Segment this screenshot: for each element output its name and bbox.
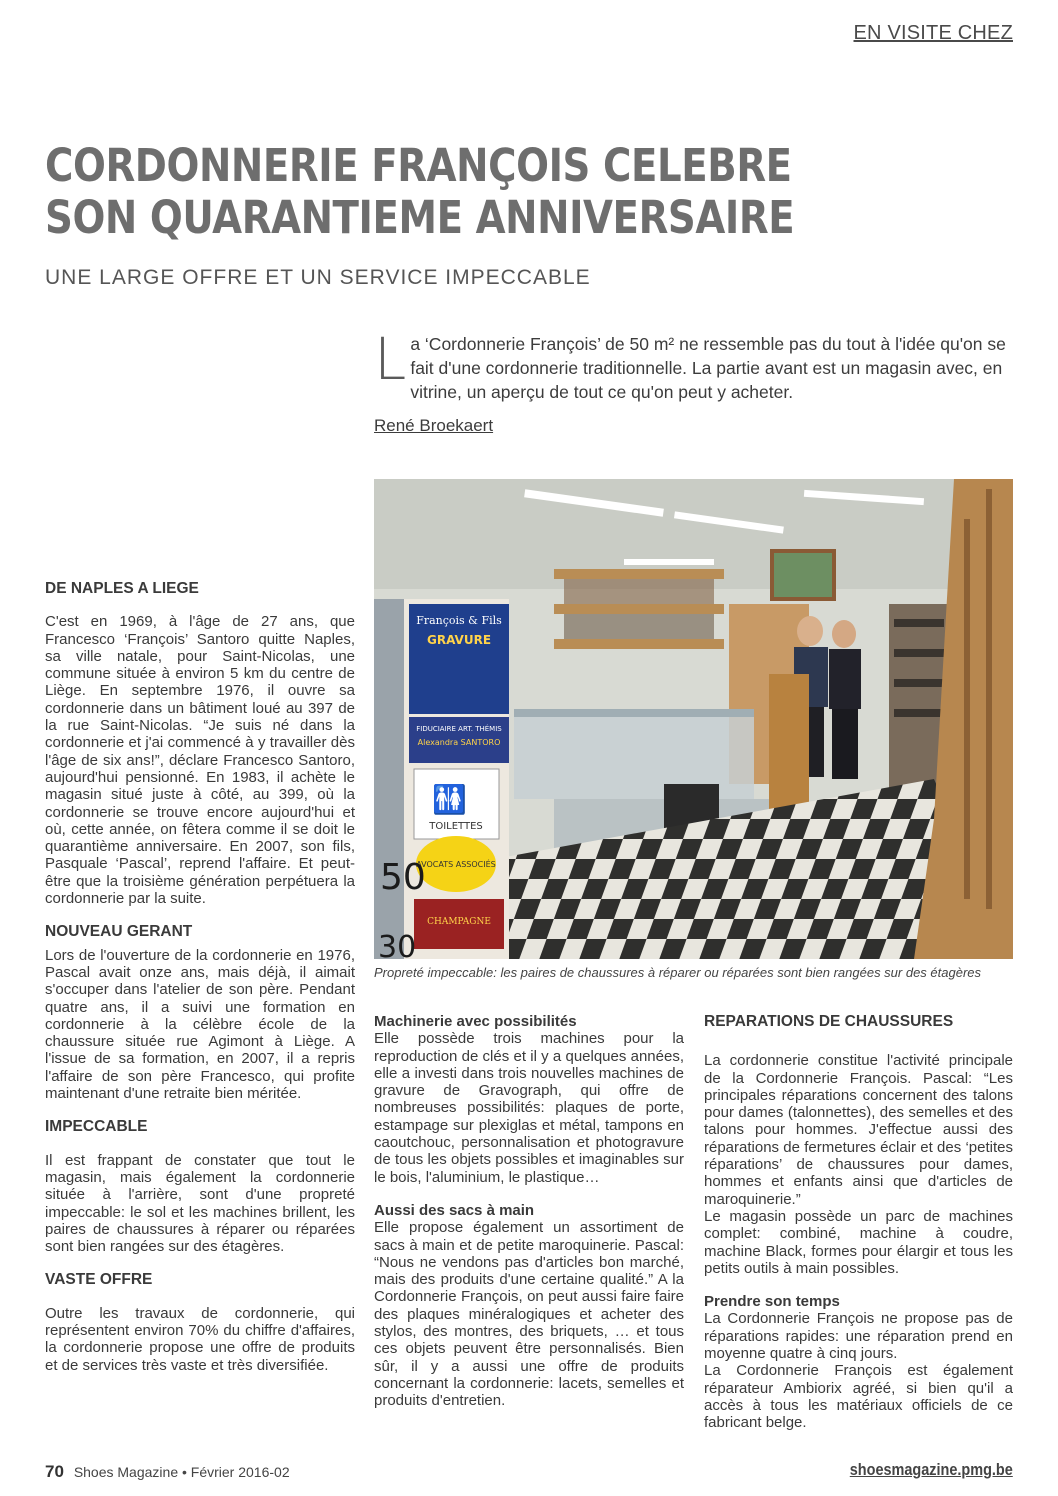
sign-toilettes: TOILETTES: [429, 821, 483, 832]
paragraph-nouveau-gerant: Lors de l'ouverture de la cordonnerie en 1976, Pascal avait onze ans, mais déjà, il aimait s'occuper dans l'atelier de son père. Pendant quatre ans, il a suivi une formation en cordonnerie à la célèbre école de la chaussure située rue Agimont à Liège. A l'issue de sa formation, en 2007, il a repris l'affaire de son père Francesco, qui profite maintenant d'une retraite bien méritée.: [45, 946, 355, 1103]
heading-sacs-a-main: Aussi des sacs à main: [374, 1201, 535, 1219]
column-3: [704, 1013, 1013, 1432]
paragraph-sacs-a-main: Elle propose également un assortiment de sacs à main et de petite maroquinerie. Pascal: “Nous ne vendons pas d'articles bon marché, mais des produits d'une certaine qualité.” A la Cordonnerie François, on peut aussi faire faire des plaques minéralogiques et acheter des stylos, des montres, des briquets, … et tous ces objets peuvent être personnalisés. Bien sûr, il y a aussi une offre de produits concernant la cordonnerie: lacets, semelles et produits d'entretien.: [374, 1219, 684, 1410]
sign-number-30: 30: [378, 930, 417, 959]
sign-champagne: CHAMPAGNE: [427, 917, 491, 927]
author-byline: René Broekaert: [374, 416, 494, 435]
publication-info: Shoes Magazine • Février 2016-02: [73, 1464, 290, 1480]
heading-impeccable: IMPECCABLE: [45, 1118, 148, 1136]
heading-prendre-son-temps: Prendre son temps: [704, 1293, 840, 1311]
title-line-2: SON QUARANTIEME ANNIVERSAIRE: [45, 191, 795, 244]
heading-naples-liege: DE NAPLES A LIEGE: [45, 580, 199, 597]
title-line-1: CORDONNERIE FRANÇOIS CELEBRE: [45, 139, 792, 192]
sign-gravure: GRAVURE: [426, 633, 492, 647]
page-number: 70: [45, 1462, 64, 1481]
intro-paragraph: [374, 325, 1014, 404]
paragraph-impeccable: Il est frappant de constater que tout le magasin, mais également la cordonnerie située à l'arrière, sont d'une propreté impeccable: le sol et les machines brillent, les paires de chaussures à réparer ou réparées sont bien rangées sur des étagères.: [45, 1151, 355, 1256]
paragraph-ambiorix: La Cordonnerie François est également réparateur Ambiorix agréé, si bien qu'il a accès à tous les matériaux officiels de ce fabricant belge.: [704, 1362, 1013, 1432]
footer-left: [45, 1462, 290, 1482]
article-subtitle: UNE LARGE OFFRE ET UN SERVICE IMPECCABLE: [45, 266, 591, 289]
sign-fiduciaire: FIDUCIAIRE ART. THÉMIS: [416, 725, 502, 733]
section-tag: EN VISITE CHEZ: [853, 22, 1013, 44]
sign-avocats: AVOCATS ASSOCIÉS: [416, 860, 496, 869]
photo-caption: Propreté impeccable: les paires de chaussures à réparer ou réparées sont bien rangées sur des étagères: [374, 965, 982, 980]
paragraph-reparations: La cordonnerie constitue l'activité principale de la Cordonnerie François. Pascal: “Les principales réparations concernent des talons pour dames (talonnettes), des semelles et des talons pour hommes. J'effectue aussi des réparations de fermetures éclair et des ‘petites réparations’ de chaussures pour dames, hommes et enfants ainsi que d'articles de maroquinerie.”: [704, 1052, 1013, 1208]
column-2: [374, 1013, 684, 1410]
heading-vaste-offre: VASTE OFFRE: [45, 1271, 153, 1289]
sign-francois-fils: François & Fils: [416, 614, 502, 627]
paragraph-prendre-son-temps: La Cordonnerie François ne propose pas de réparations rapides: une réparation prend en moyenne quatre à cinq jours.: [704, 1310, 1013, 1363]
shop-interior-photo: [374, 479, 1013, 959]
intro-text: a ‘Cordonnerie François’ de 50 m² ne ressemble pas du tout à l'idée qu'on se fait d'une cordonnerie traditionnelle. La partie avant est un magasin avec, en vitrine, un aperçu de tout ce qu'on peut y acheter.: [410, 334, 1006, 402]
paragraph-naples-liege: C'est en 1969, à l'âge de 27 ans, que Francesco ‘François’ Santoro quitte Naples, sa ville natale, pour Saint-Nicolas, une commune située à environ 5 km du centre de Liège. En septembre 1976, il ouvre sa cordonnerie dans un bâtiment loué au 397 de la rue Saint-Nicolas. “Je suis né dans la cordonnerie et j'ai commencé à y travailler dès l'âge de six ans!”, déclare Francesco Santoro, aujourd'hui pensionné. En 1983, il achète le magasin situé juste à côté, au 399, où la cordonnerie se trouve encore aujourd'hui et où, cette année, on fêtera comme il se doit le quarantième anniversaire. En 2007, son fils, Pasquale ‘Pascal’, reprend l'affaire. Et peut-être que la troisième génération perpétuera la cordonnerie par la suite.: [45, 613, 355, 908]
heading-nouveau-gerant: NOUVEAU GERANT: [45, 923, 193, 941]
heading-reparations: REPARATIONS DE CHAUSSURES: [704, 1013, 954, 1030]
column-1: [45, 580, 355, 1374]
paragraph-vaste-offre: Outre les travaux de cordonnerie, qui représentent environ 70% du chiffre d'affaires, la cordonnerie propose une offre de produits et de services très vaste et très diversifiée.: [45, 1304, 355, 1374]
heading-machinerie: Machinerie avec possibilités: [374, 1013, 577, 1030]
drop-cap: L: [374, 325, 407, 393]
website-link[interactable]: shoesmagazine.pmg.be: [849, 1460, 1013, 1479]
toilet-icon: 🚻: [432, 783, 467, 816]
sign-santoro: Alexandra SANTORO: [417, 738, 501, 747]
article-title: [45, 140, 871, 244]
sign-number-50: 50: [380, 857, 426, 898]
paragraph-machines: Le magasin possède un parc de machines complet: combiné, machine à coudre, machine Black, formes pour élargir et tous les petits outils à main possibles.: [704, 1207, 1013, 1277]
paragraph-machinerie: Elle possède trois machines pour la reproduction de clés et il y a quelques années, elle a investi dans trois nouvelles machines de gravure de Gravograph, qui offre de nombreuses possibilités: plaques de porte, estampage sur plexiglas et métal, tampons en caoutchouc, personnalisation et photogravure de tous les objets possibles et imaginables sur le bois, l'aluminium, le plastique…: [374, 1030, 684, 1186]
